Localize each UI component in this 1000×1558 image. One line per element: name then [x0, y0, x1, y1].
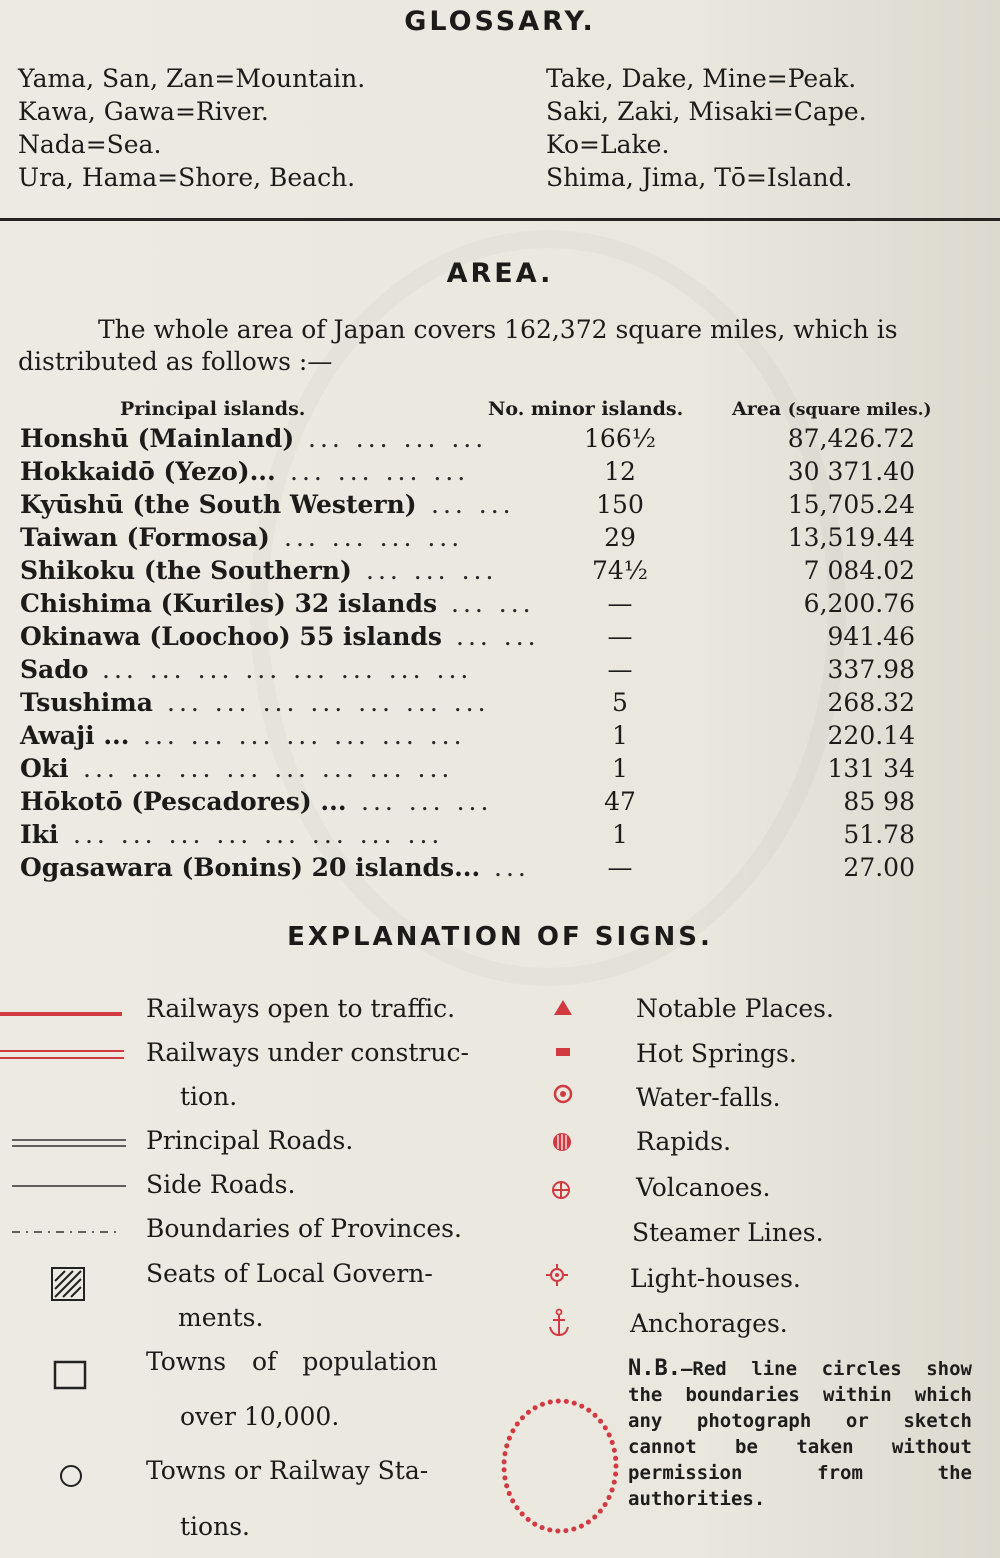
minor-islands-count: 1: [612, 820, 628, 849]
island-name: Kyūshū (the South Western): [20, 490, 417, 519]
left-signs-symbols: [0, 1000, 130, 1540]
area-value: 30 371.40: [787, 457, 915, 486]
island-name: Honshū (Mainland): [20, 424, 295, 453]
island-name: Shikoku (the Southern): [20, 556, 352, 585]
area-value: 85 98: [843, 787, 915, 816]
sign-label-lighthouses: Light-houses.: [630, 1264, 801, 1293]
sign-label-steamer-lines: Steamer Lines.: [632, 1218, 824, 1247]
island-name: Awaji ...: [20, 721, 130, 750]
leader-dots: ... ... ...: [361, 787, 493, 816]
sign-label-railways-construction: Railways under construc-: [146, 1038, 469, 1067]
area-header-unit: (square miles.): [787, 400, 932, 420]
table-row: [0, 853, 1000, 886]
area-value: 51.78: [843, 820, 915, 849]
glossary-left-column: [18, 62, 365, 194]
area-value: 6,200.76: [803, 589, 915, 618]
sign-label-volcanoes: Volcanoes.: [636, 1173, 771, 1202]
minor-islands-count: —: [607, 853, 633, 882]
glossary-entry: Nada=Sea.: [18, 130, 162, 159]
leader-dots: ... ...: [451, 589, 535, 618]
note-text: —Red line circles show the boundaries within which any photograph or sketch cannot be taken without permission from the authorities.: [628, 1358, 972, 1510]
minor-islands-count: 47: [604, 787, 636, 816]
sign-label-railways-construction-cont: tion.: [180, 1082, 238, 1111]
area-value: 15,705.24: [787, 490, 915, 519]
island-name: Chishima (Kuriles) 32 islands: [20, 589, 438, 618]
island-name: Ogasawara (Bonins) 20 islands...: [20, 853, 481, 882]
sign-label-notable-places: Notable Places.: [636, 994, 834, 1023]
sign-label-rapids: Rapids.: [636, 1127, 732, 1156]
leader-dots: ... ... ... ... ... ... ... ...: [73, 820, 444, 849]
area-value: 220.14: [827, 721, 915, 750]
islands-column-header: Principal islands.: [120, 398, 306, 420]
glossary-entry: Take, Dake, Mine=Peak.: [546, 64, 857, 93]
table-row: [0, 424, 1000, 457]
area-intro: [18, 314, 983, 378]
sign-label-towns-population-cont: over 10,000.: [180, 1402, 340, 1431]
signs-title: EXPLANATION OF SIGNS.: [287, 922, 713, 952]
table-row: [0, 622, 1000, 655]
glossary-entry: Yama, San, Zan=Mountain.: [18, 64, 366, 93]
right-signs-symbols: [540, 990, 590, 1350]
table-row: [0, 820, 1000, 853]
island-name: Oki: [20, 754, 69, 783]
table-row: [0, 490, 1000, 523]
section-divider: [0, 218, 1000, 221]
leader-dots: ... ... ... ... ... ... ...: [167, 688, 490, 717]
leader-dots: ... ... ... ...: [284, 523, 464, 552]
area-title: AREA.: [446, 258, 554, 289]
table-row: [0, 721, 1000, 754]
leader-dots: ... ... ... ... ... ... ... ...: [102, 655, 473, 684]
area-header-label: Area: [732, 398, 782, 420]
leader-dots: ... ...: [456, 622, 540, 651]
principal-road-line: [12, 1140, 126, 1146]
island-name: Hokkaidō (Yezo)...: [20, 457, 276, 486]
area-value: 27.00: [843, 853, 915, 882]
sign-label-principal-roads: Principal Roads.: [146, 1126, 354, 1155]
area-value: 131 34: [827, 754, 915, 783]
area-column-header: [732, 398, 932, 420]
red-dotted-circle-icon: [492, 1392, 632, 1544]
minor-islands-count: 5: [612, 688, 628, 717]
island-name: Okinawa (Loochoo) 55 islands: [20, 622, 442, 651]
area-value: 87,426.72: [787, 424, 915, 453]
boundary-note: [628, 1356, 972, 1512]
minor-islands-count: 166½: [584, 424, 656, 453]
minor-islands-count: 12: [604, 457, 636, 486]
minor-islands-count: —: [607, 589, 633, 618]
area-value: 268.32: [827, 688, 915, 717]
table-row: [0, 787, 1000, 820]
minor-islands-count: 29: [604, 523, 636, 552]
table-row: [0, 556, 1000, 589]
sign-label-railways-open: Railways open to traffic.: [146, 994, 456, 1023]
sign-label-towns-stations: Towns or Railway Sta-: [146, 1456, 429, 1485]
sign-label-side-roads: Side Roads.: [146, 1170, 296, 1199]
island-name: Tsushima: [20, 688, 153, 717]
glossary-entry: Shima, Jima, Tō=Island.: [546, 163, 853, 192]
leader-dots: ... ... ... ... ... ... ... ...: [83, 754, 454, 783]
sign-label-local-government: Seats of Local Govern-: [146, 1259, 433, 1288]
note-prefix: N.B.: [628, 1356, 681, 1381]
table-row: [0, 589, 1000, 622]
lighthouse-icon: [546, 1264, 568, 1286]
minor-islands-count: 150: [596, 490, 644, 519]
leader-dots: ... ... ...: [366, 556, 498, 585]
island-name: Sado: [20, 655, 89, 684]
area-value: 941.46: [827, 622, 915, 651]
sign-label-local-government-cont: ments.: [178, 1303, 264, 1332]
table-row: [0, 688, 1000, 721]
waterfall-icon: [555, 1086, 571, 1102]
glossary-entry: Ura, Hama=Shore, Beach.: [18, 163, 356, 192]
leader-dots: ... ... ... ...: [308, 424, 488, 453]
sign-label-towns-stations-cont: tions.: [180, 1512, 250, 1541]
leader-dots: ...: [494, 853, 530, 882]
sign-label-towns-population: Towns of population: [146, 1347, 438, 1376]
leader-dots: ... ... ... ... ... ... ...: [143, 721, 466, 750]
hot-spring-icon: [556, 1048, 570, 1056]
town-square-icon: [55, 1362, 85, 1388]
table-row: [0, 523, 1000, 556]
notable-place-triangle-icon: [554, 1000, 572, 1015]
minor-islands-count: 74½: [591, 556, 649, 585]
minor-islands-count: —: [607, 655, 633, 684]
sign-label-hot-springs: Hot Springs.: [636, 1039, 797, 1068]
minor-islands-column-header: No. minor islands.: [488, 398, 684, 420]
volcano-icon: [553, 1182, 569, 1198]
glossary-entry: Kawa, Gawa=River.: [18, 97, 269, 126]
station-circle-icon: [61, 1466, 81, 1486]
table-row: [0, 655, 1000, 688]
glossary-entry: Saki, Zaki, Misaki=Cape.: [546, 97, 867, 126]
sign-label-anchorages: Anchorages.: [630, 1309, 788, 1338]
minor-islands-count: 1: [612, 754, 628, 783]
minor-islands-count: 1: [612, 721, 628, 750]
railway-construction-line: [0, 1051, 124, 1058]
area-value: 7 084.02: [803, 556, 915, 585]
sign-label-waterfalls: Water-falls.: [636, 1083, 781, 1112]
area-intro-text: The whole area of Japan covers 162,372 square miles, which is distributed as follows :—: [18, 315, 898, 376]
table-row: [0, 457, 1000, 490]
island-name: Taiwan (Formosa): [20, 523, 270, 552]
rapids-icon: [553, 1133, 571, 1151]
island-name: Iki: [20, 820, 59, 849]
leader-dots: ... ...: [431, 490, 515, 519]
glossary-right-column: [546, 62, 867, 194]
glossary-title: GLOSSARY.: [404, 6, 596, 37]
local-government-seat-icon: [52, 1268, 84, 1300]
glossary-entry: Ko=Lake.: [546, 130, 670, 159]
island-name: Hōkotō (Pescadores) ...: [20, 787, 347, 816]
anchor-icon: [550, 1310, 568, 1336]
sign-label-boundaries: Boundaries of Provinces.: [146, 1214, 462, 1243]
area-value: 13,519.44: [787, 523, 915, 552]
leader-dots: ... ... ... ...: [290, 457, 470, 486]
table-row: [0, 754, 1000, 787]
minor-islands-count: —: [607, 622, 633, 651]
area-value: 337.98: [827, 655, 915, 684]
